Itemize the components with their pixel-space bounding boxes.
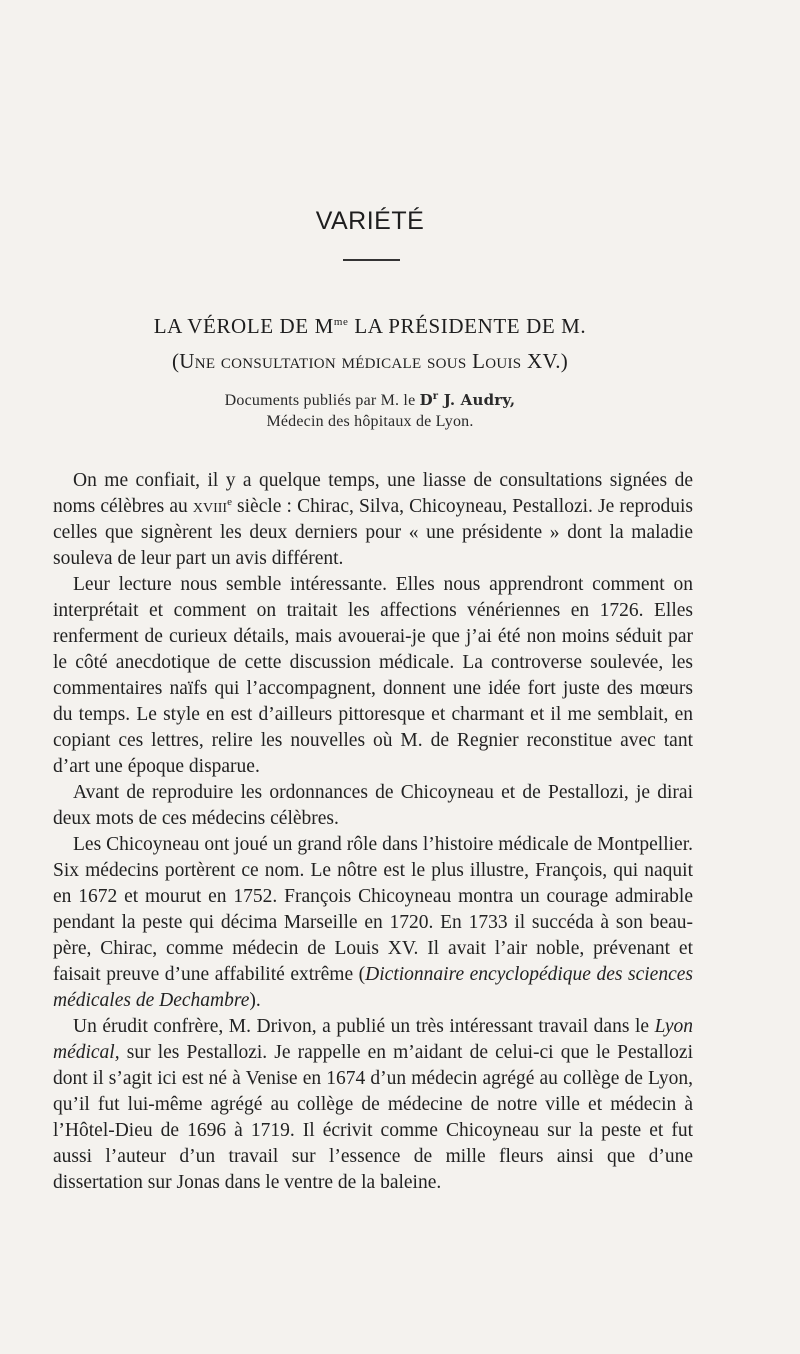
paragraph-1 [53,468,693,572]
paragraph-4-citation: Dictionnaire encyclopédique des sciences médicales de Dechambre [53,964,693,1011]
byline-affiliation: Médecin des hôpitaux de Lyon. [266,413,474,430]
byline [0,391,740,410]
paragraph-5-part-b: sur les Pestallozi. Je rappelle en m’aidant de celui-ci que le Pestallozi dont il s’agit ici est né à Venise en 1674 d’un médecin agrégé au collège de Lyon, qu’il fut lui-même agrégé au collège de médecine de notre ville et médecin à l’Hôtel-Dieu de 1696 à 1719. Il écrivit comme Chicoyneau sur la peste et fut aussi l’auteur d’un travail sur l’essence de mille fleurs ainsi que d’une dissertation sur Jonas dans le ventre de la baleine. [53,1042,693,1193]
paragraph-4 [53,832,693,1014]
paragraph-5-journal: Lyon médical, [53,1016,693,1063]
byline-prefix: Documents publiés par M. le [224,392,420,409]
century-numeral: xviii [192,496,228,517]
paragraph-1-part-a: On me confiait, il y a quelque temps, une liasse de consultations signées de noms célèbres au [53,470,693,517]
paragraph-5 [53,1014,693,1196]
century-sup: e [227,496,232,508]
paragraph-4-part-a: Les Chicoyneau ont joué un grand rôle dans l’histoire médicale de Montpellier. Six médecins portèrent ce nom. Le nôtre est le plus illustre, François, qui naquit en 1672 et mourut en 1752. François Chicoyneau montra un courage admirable pendant la peste qui décima Marseille en 1720. En 1733 il succéda à son beau-père, Chirac, comme médecin de Louis XV. Il avait l’air noble, prévenant et faisait preuve d’une affabilité extrême ( [53,834,693,985]
byline-dr: D [419,391,433,409]
byline-dr-sup: r [432,391,439,402]
paragraph-4-part-b: ). [249,990,261,1011]
article-title [0,314,740,339]
article-title-prefix: LA VÉROLE DE M [153,314,334,338]
article-title-sup: me [333,316,349,328]
article-subtitle: (Une consultation médicale sous Louis XV.) [171,349,569,373]
section-title: VARIÉTÉ [315,207,425,235]
byline-author: J. Audry, [438,391,516,409]
title-divider [343,259,400,261]
article-title-suffix: LA PRÉSIDENTE DE M. [348,314,587,338]
paragraph-1-part-b: siècle : Chirac, Silva, Chicoyneau, Pestallozi. Je reproduis celles que signèrent les deux derniers pour « une présidente » dont la maladie souleva de leur part un avis différent. [53,496,693,569]
paragraph-3: Avant de reproduire les ordonnances de Chicoyneau et de Pestallozi, je dirai deux mots de ces médecins célèbres. [53,782,693,829]
paragraph-5-part-a: Un érudit confrère, M. Drivon, a publié un très intéressant travail dans le [73,1016,655,1037]
paragraph-2: Leur lecture nous semble intéressante. Elles nous apprendront comment on interprétait et comment on traitait les affections vénériennes en 1726. Elles renferment de curieux détails, mais avouerai-je que j’ai été non moins séduit par le côté anecdotique de cette discussion médicale. La controverse soulevée, les commentaires naïfs qui l’accompagnent, donnent une idée fort juste des mœurs du temps. Le style en est d’ailleurs pittoresque et charmant et il me semblait, en copiant ces lettres, relire les nouvelles où M. de Regnier reconstitue avec tant d’art une époque disparue. [53,574,693,777]
article-body [53,468,693,1196]
